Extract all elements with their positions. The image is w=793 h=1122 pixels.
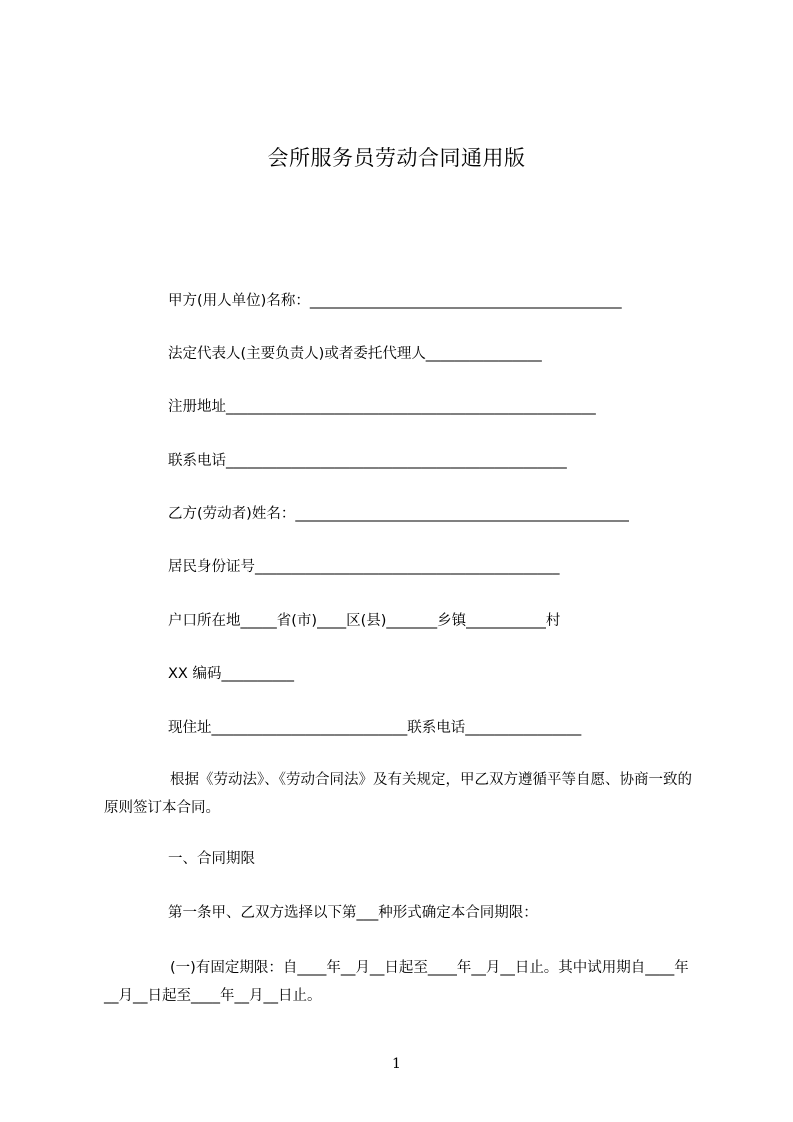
field-employee-name: 乙方(劳动者)姓名：______________________________________________ — [168, 506, 629, 522]
page-number: 1 — [392, 1056, 401, 1072]
field-current-address-phone: 现住址___________________________联系电话________________ — [168, 720, 582, 736]
field-postal-code: XX 编码__________ — [168, 666, 294, 682]
field-registered-address: 注册地址___________________________________________________ — [168, 399, 596, 415]
preamble-text: 根据《劳动法》、《劳动合同法》及有关规定，甲乙双方遵循平等自愿、协商一致的原则签订本合同。 — [104, 772, 692, 816]
field-household-registration: 户口所在地_____省(市)____区(县)_______乡镇___________村 — [168, 613, 561, 629]
field-legal-representative: 法定代表人(主要负责人)或者委托代理人________________ — [168, 346, 542, 362]
field-id-number: 居民身份证号__________________________________________ — [168, 559, 560, 575]
clause-fixed-term-paragraph — [104, 954, 700, 1010]
field-employer-phone: 联系电话_______________________________________________ — [168, 453, 567, 469]
article-1: 第一条甲、乙双方选择以下第___种形式确定本合同期限： — [168, 905, 538, 921]
document-title: 会所服务员劳动合同通用版 — [267, 146, 526, 170]
field-employer-name: 甲方(用人单位)名称：___________________________________________ — [168, 293, 622, 309]
clause-fixed-term-text: (一)有固定期限：自____年__月__日起至____年__月__日止。其中试用期自____年__月__日起至____年__月__日止。 — [104, 960, 689, 1004]
preamble-paragraph — [104, 766, 700, 822]
section-heading-contract-term: 一、合同期限 — [168, 851, 255, 867]
